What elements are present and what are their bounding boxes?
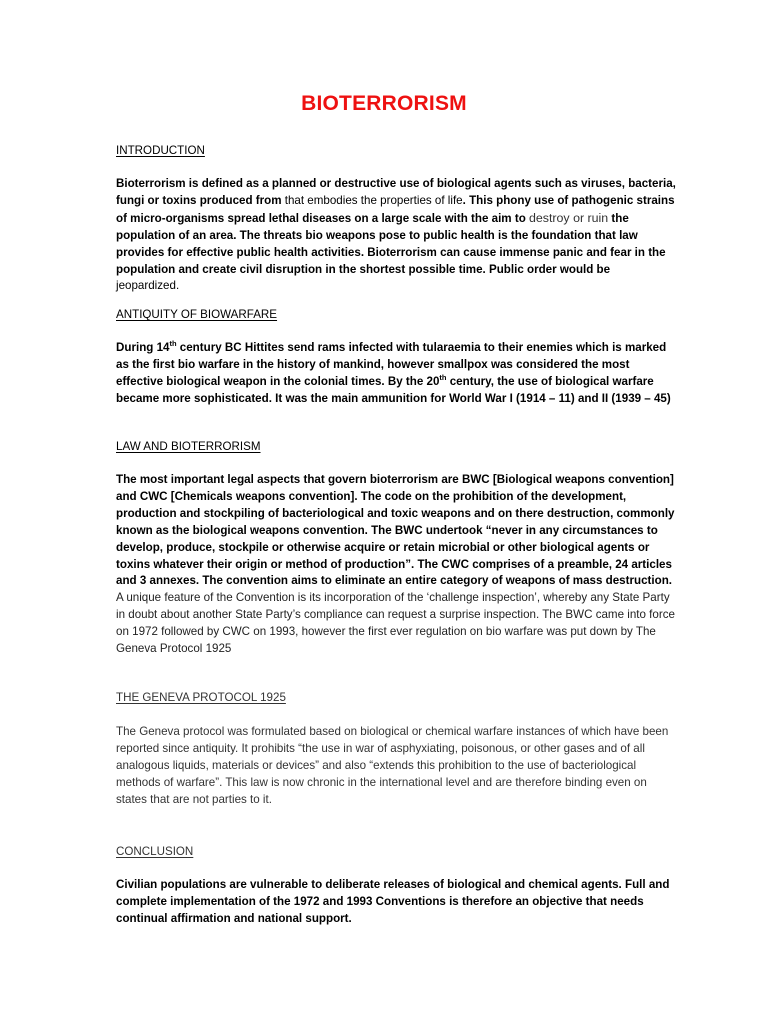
heading-law: LAW AND BIOTERRORISM [116,440,261,453]
antiquity-sup-2: th [439,372,447,382]
heading-introduction: INTRODUCTION [116,144,205,157]
law-text-2: A unique feature of the Convention is its incorporation of the ‘challenge inspection’, whereby any State Party in doubt about another State Party’s compliance can request a surprise inspection. The BWC came into force on 1972 followed by CWC on 1993, however the first ever regulation on bio warfare was put down by The Geneva Protocol 1925 [116,591,675,656]
heading-antiquity: ANTIQUITY OF BIOWARFARE [116,308,278,321]
intro-text-4: destroy or ruin [529,210,609,225]
intro-text-3: . This phony use of pathogenic strains of micro-organisms spread lethal diseases on a large scale with the aim to [116,193,675,225]
antiquity-text-2: century BC Hittites send rams infected with tularaemia to their enemies which is marked as the first bio warfare in the history of mankind, however smallpox was considered the most effective biological weapon in the colonial times. By the 20 [116,341,667,388]
heading-conclusion: CONCLUSION [116,845,194,858]
intro-text-1: Bioterrorism is defined as a planned or destructive use of biological agents such as viruses, bacteria, fungi or toxins produced from [116,177,676,207]
paragraph-geneva: The Geneva protocol was formulated based on biological or chemical warfare instances of which have been reported since antiquity. It prohibits “the use in war of asphyxiating, poisonous, or other gases and of all analogous liquids, materials or devices” and also “extends this prohibition to the use of bacteriological methods of warfare”. This law is now chronic in the international level and are therefore binding even on states that are not parties to it. [116,725,669,806]
intro-text-2: that embodies the properties of life [284,193,463,207]
intro-text-6: jeopardized. [116,279,180,293]
paragraph-antiquity [116,340,676,408]
heading-geneva: THE GENEVA PROTOCOL 1925 [116,691,286,704]
paragraph-law [116,472,676,658]
antiquity-text-1: During 14 [116,341,170,354]
law-text-1: The most important legal aspects that govern bioterrorism are BWC [Biological weapons convention] and CWC [Chemicals weapons convention]. The code on the prohibition of the development, production and stockpiling of bacteriological and toxic weapons and on there destruction, commonly known as the biological weapons convention. The BWC undertook “never in any circumstances to develop, produce, stockpile or otherwise acquire or retain microbial or other biological agents or toxins whatever their origin or method of production”. The CWC comprises of a preamble, 24 articles and 3 annexes. The convention aims to eliminate an entire category of weapons of mass destruction. [116,473,675,588]
paragraph-conclusion: Civilian populations are vulnerable to deliberate releases of biological and chemical agents. Full and complete implementation of the 1972 and 1993 Conventions is therefore an objective that needs continual affirmation and national support. [116,878,670,925]
paragraph-introduction [116,176,676,295]
document-title: BIOTERRORISM [301,92,467,115]
intro-text-5: the population of an area. The threats bio weapons pose to public health is the foundation that law provides for effective public health activities. Bioterrorism can cause immense panic and fear in the population and create civil disruption in the shortest possible time. Public order would be [116,211,666,276]
antiquity-sup-1: th [169,339,177,349]
antiquity-text-3: century, the use of biological warfare became more sophisticated. It was the main ammunition for World War I (1914 – 11) and II (1939 – 45) [116,374,671,405]
